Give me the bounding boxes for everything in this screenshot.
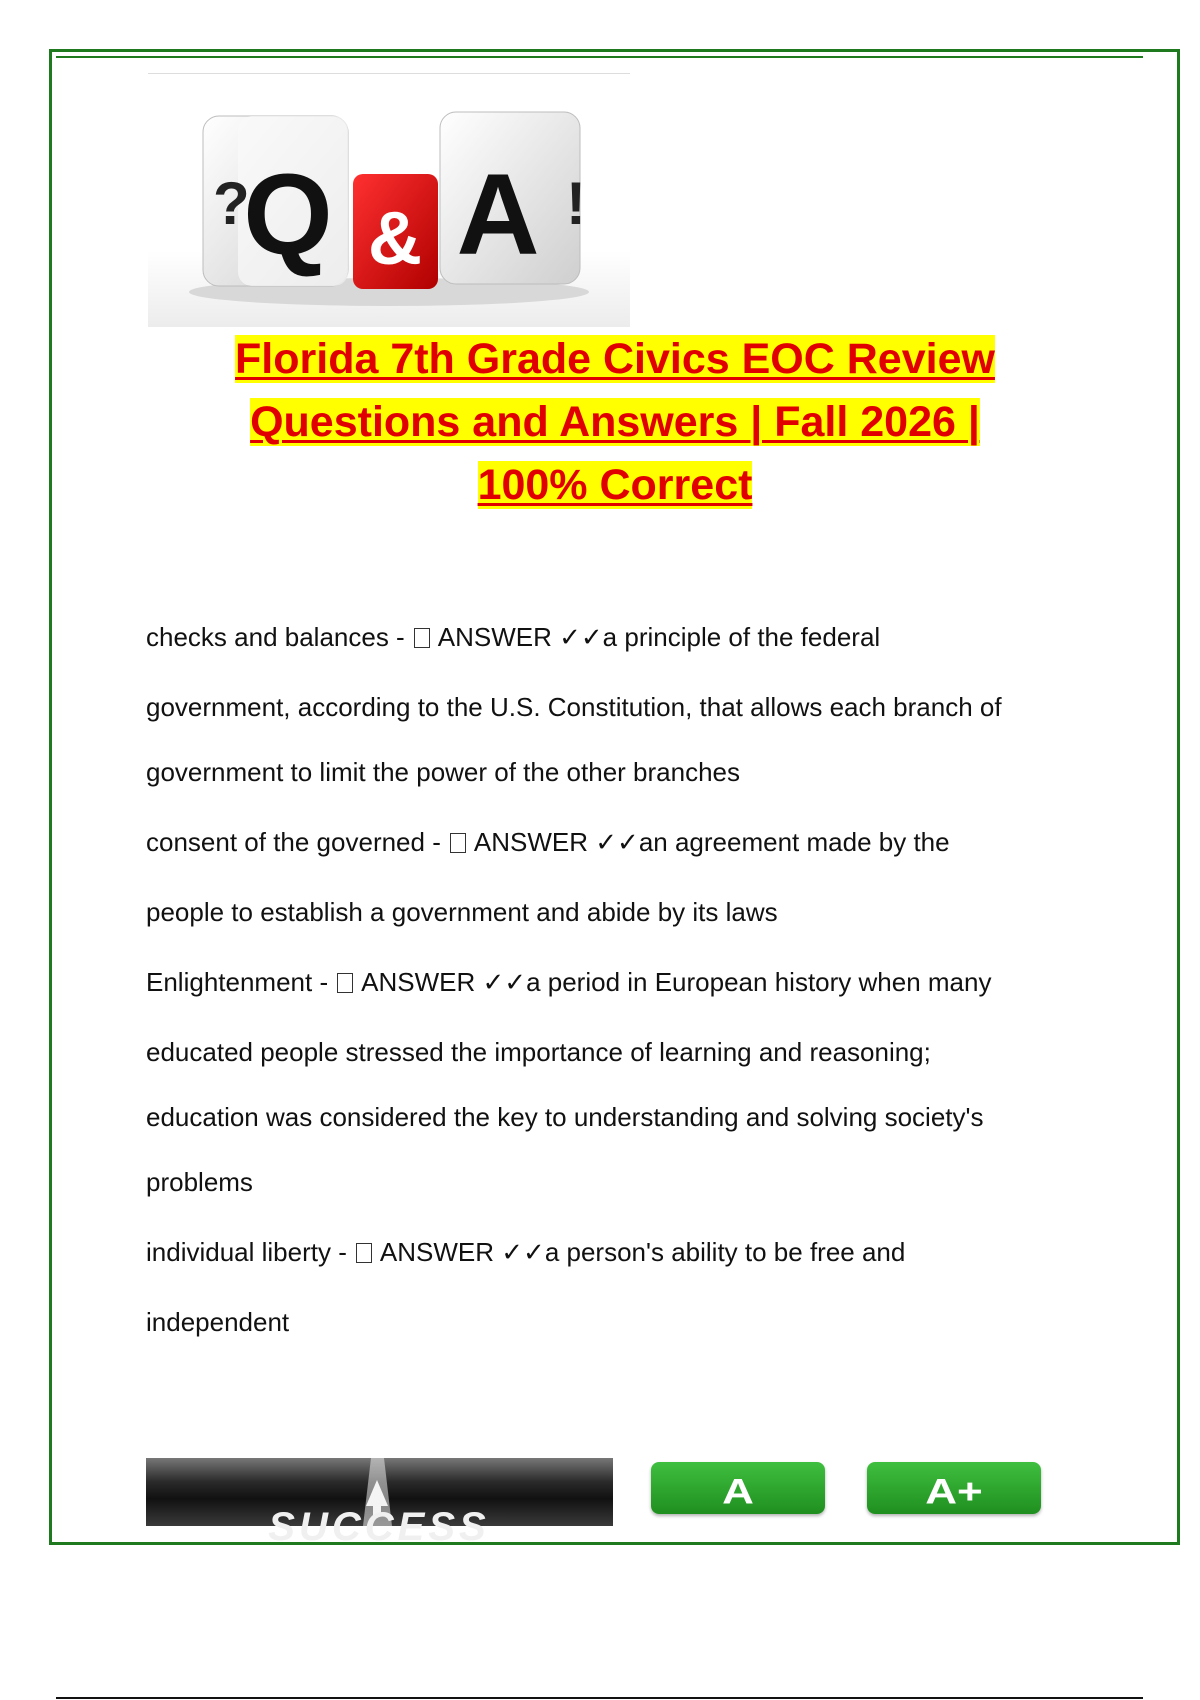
answer-text: independent (146, 1307, 290, 1337)
title-line-2: Questions and Answers | Fall 2026 | (250, 398, 980, 446)
grade-a-badge (651, 1462, 825, 1514)
missing-glyph-box (414, 628, 430, 648)
answer-label: ANSWER (361, 967, 476, 997)
qa-first-line: consent of the governed - ANSWER ✓✓an agreement made by the (146, 827, 950, 857)
answer-text: a principle of the federal (602, 622, 881, 652)
qa-term: consent of the governed (146, 827, 425, 857)
qa-list (146, 612, 1096, 1367)
qa-item (146, 817, 1096, 957)
answer-text: people to establish a government and abide by its laws (146, 897, 778, 927)
answer-text: education was considered the key to understanding and solving society's (146, 1102, 984, 1132)
document-title (150, 328, 1080, 517)
road-text: SUCCESS (268, 1505, 490, 1549)
answer-text: government, according to the U.S. Constitution, that allows each branch of (146, 692, 1002, 722)
missing-glyph-box (450, 833, 466, 853)
badge-a-text: A (722, 1472, 754, 1512)
answer-label: ANSWER (437, 622, 552, 652)
badge-aplus-text: A+ (925, 1472, 983, 1512)
answer-label: ANSWER (473, 827, 589, 857)
qa-first-line: individual liberty - ANSWER ✓✓a person's ability to be free and (146, 1237, 906, 1267)
title-line-1: Florida 7th Grade Civics EOC Review (235, 335, 995, 383)
success-road-image (146, 1458, 613, 1549)
dice-letter-ampersand: & (367, 196, 423, 280)
qa-first-line: checks and balances - ANSWER ✓✓a principle of the federal (146, 622, 881, 652)
checkmarks: ✓✓ (482, 967, 527, 997)
checkmarks: ✓✓ (559, 622, 603, 652)
title-line-3: 100% Correct (477, 461, 753, 509)
checkmarks: ✓✓ (501, 1237, 545, 1267)
grade-aplus-badge (867, 1462, 1041, 1514)
answer-text: a period in European history when many (526, 967, 992, 997)
answer-text: educated people stressed the importance of learning and reasoning; (146, 1037, 931, 1067)
answer-text: a person's ability to be free and (544, 1237, 906, 1267)
dice-mark-exclaim: ! (566, 170, 586, 237)
answer-label: ANSWER (379, 1237, 495, 1267)
answer-text: problems (146, 1167, 253, 1197)
answer-text: government to limit the power of the other branches (146, 757, 740, 787)
qa-term: individual liberty (146, 1237, 331, 1267)
answer-text: an agreement made by the (638, 827, 950, 857)
qa-term: Enlightenment (146, 967, 313, 997)
qa-item (146, 612, 1096, 817)
qa-item (146, 957, 1096, 1227)
qa-term: checks and balances (146, 622, 389, 652)
dice-letter-a: A (456, 151, 540, 279)
dice-mark-question: ? (213, 170, 250, 237)
missing-glyph-box (356, 1243, 372, 1263)
missing-glyph-box (337, 973, 353, 993)
footer-rule (56, 1697, 1143, 1699)
qa-dice-image (148, 73, 630, 327)
dice-letter-q: Q (243, 151, 333, 279)
qa-first-line: Enlightenment - ANSWER ✓✓a period in European history when many (146, 967, 992, 997)
qa-item (146, 1227, 1096, 1367)
checkmarks: ✓✓ (595, 827, 639, 857)
